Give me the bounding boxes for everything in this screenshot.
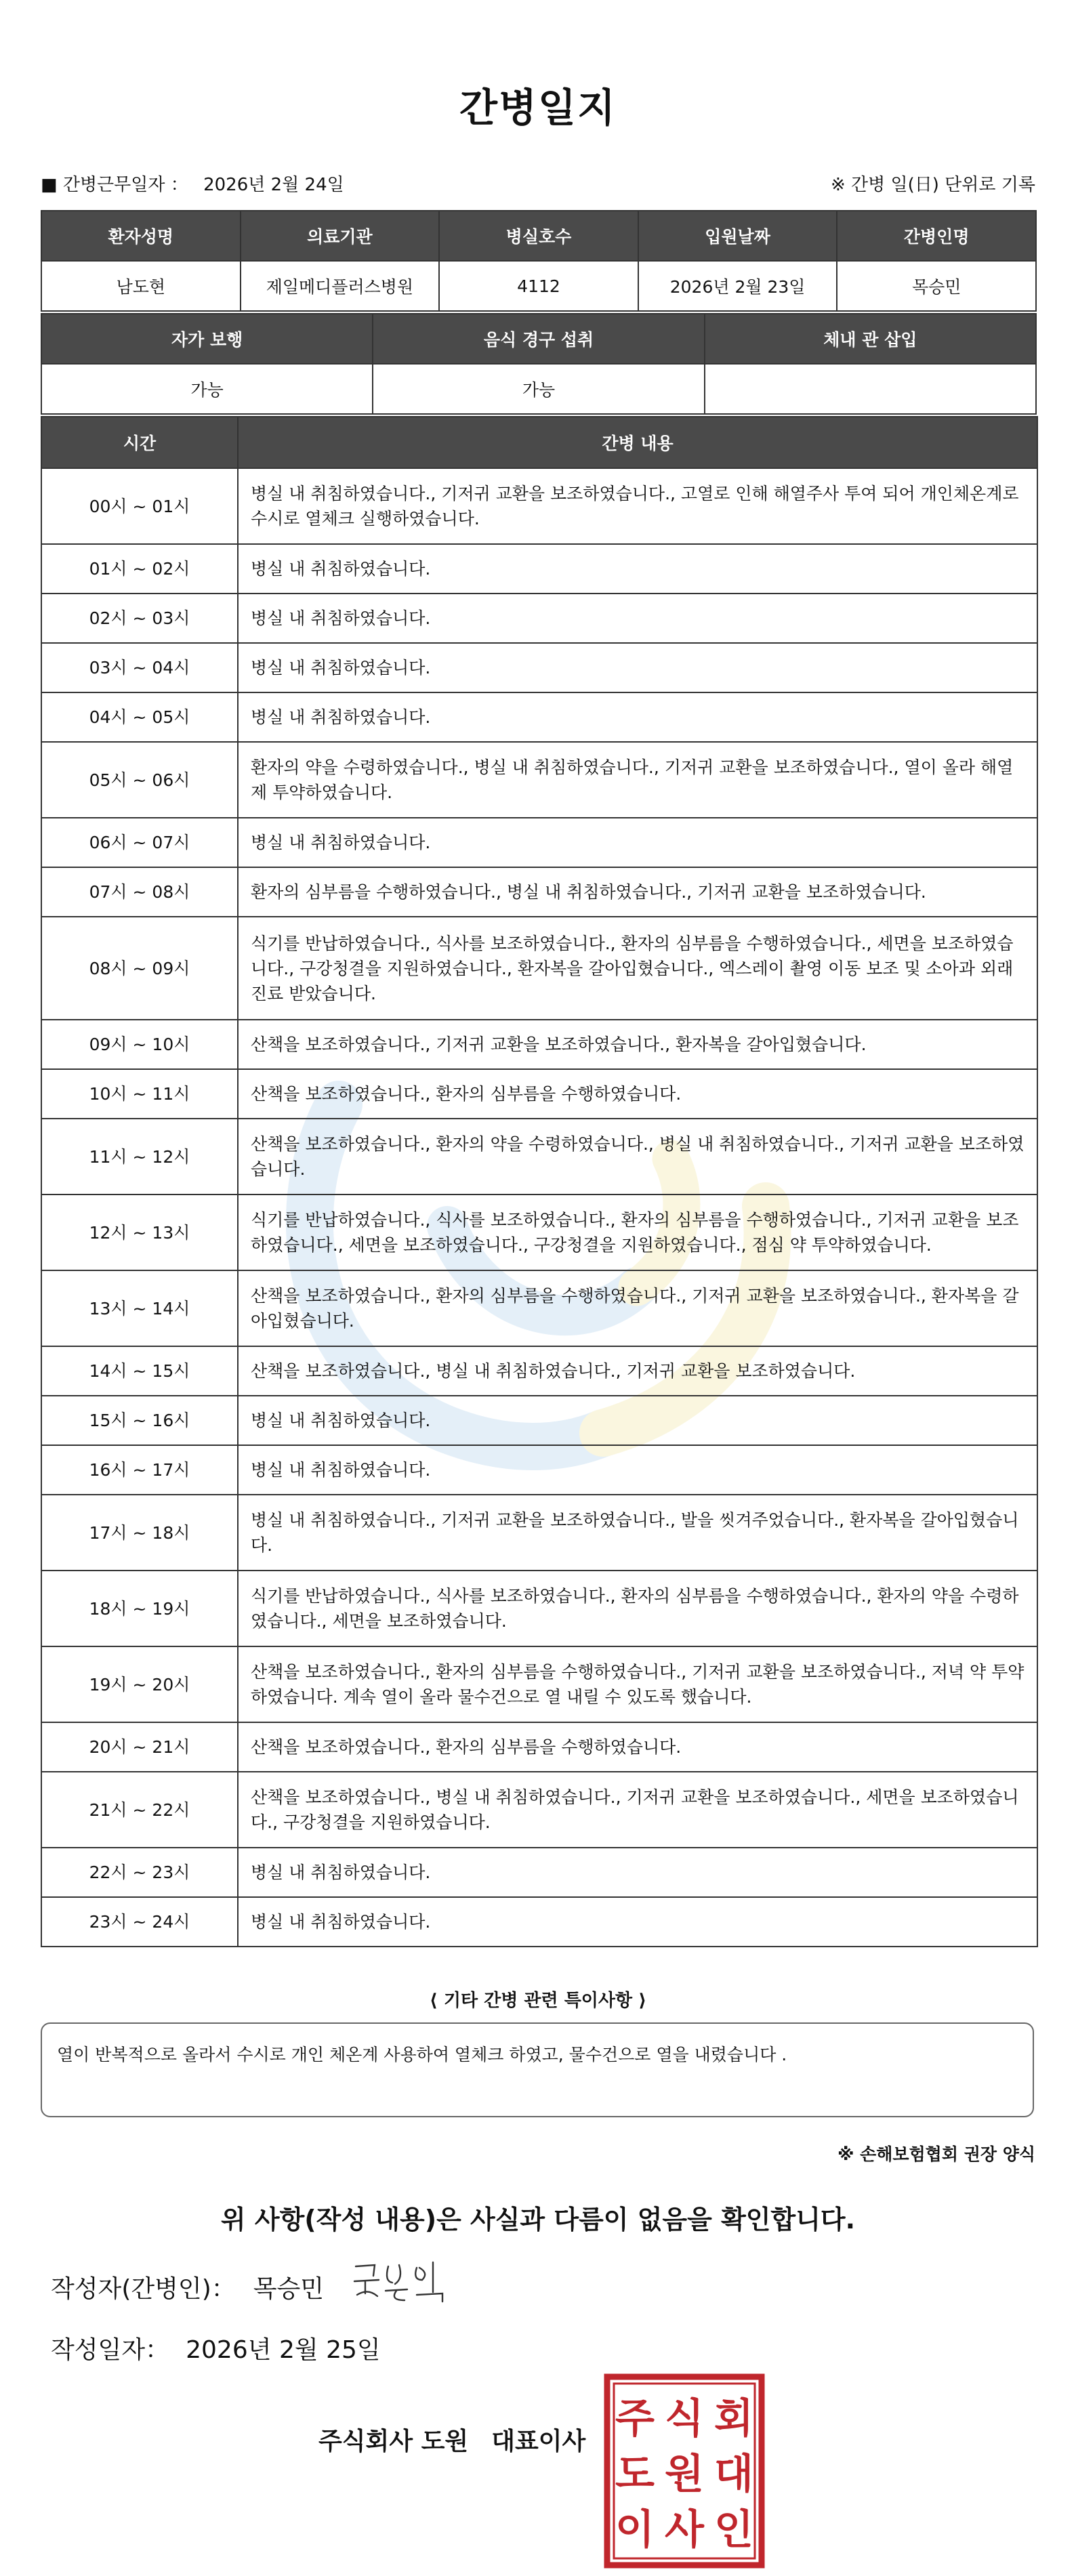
notes-box: 열이 반복적으로 올라서 수시로 개인 체온계 사용하여 열체크 하였고, 물수건으로 열을 내렸습니다 . — [41, 2022, 1034, 2117]
patient-info-header-row — [41, 211, 1036, 261]
content-cell: 병실 내 취침하였습니다., 기저귀 교환을 보조하였습니다., 발을 씻겨주었습니다., 환자복을 갈아입혔습니다. — [238, 1495, 1037, 1571]
time-cell: 10시 ~ 11시 — [41, 1069, 238, 1119]
svg-text:원: 원 — [665, 2451, 704, 2498]
svg-text:인: 인 — [714, 2506, 753, 2554]
written-date-value: 2026년 2월 25일 — [186, 2336, 381, 2364]
time-cell: 08시 ~ 09시 — [41, 917, 238, 1020]
writer-label: 작성자(간병인)： — [51, 2275, 236, 2303]
written-date-label: 작성일자： — [51, 2336, 170, 2364]
table-row — [41, 1848, 1037, 1897]
table-row — [41, 742, 1037, 818]
table-row — [41, 917, 1037, 1020]
table-row — [41, 1119, 1037, 1194]
header-caregiver-name: 간병인명 — [837, 211, 1036, 261]
notes-title: ⟨ 기타 간병 관련 특이사항 ⟩ — [429, 1991, 647, 2011]
time-cell: 02시 ~ 03시 — [41, 594, 238, 643]
header-tube-insertion: 체내 관 삽입 — [705, 314, 1036, 364]
company-rep-title: 대표이사 — [491, 2428, 586, 2455]
company-name: 주식회사 도원 — [318, 2428, 469, 2455]
svg-text:이: 이 — [615, 2506, 655, 2554]
work-date-label: ■ 간병근무일자 ： — [41, 175, 188, 195]
page-title: 간병일지 — [459, 85, 617, 131]
time-cell: 01시 ~ 02시 — [41, 544, 238, 594]
svg-text:도: 도 — [615, 2451, 655, 2498]
patient-info-value-row — [41, 261, 1036, 311]
time-cell: 13시 ~ 14시 — [41, 1270, 238, 1346]
header-patient-name: 환자성명 — [41, 211, 241, 261]
work-date-line — [41, 171, 344, 196]
table-row — [41, 643, 1037, 692]
caregiver-name: 목승민 — [837, 261, 1036, 311]
content-cell: 병실 내 취침하였습니다. — [238, 643, 1037, 692]
svg-text:식: 식 — [665, 2395, 704, 2443]
table-row — [41, 468, 1037, 544]
time-cell: 19시 ~ 20시 — [41, 1646, 238, 1722]
handwritten-signature — [349, 2253, 451, 2307]
svg-text:사: 사 — [665, 2506, 704, 2554]
form-source-note: ※ 손해보험협회 권장 양식 — [837, 2144, 1035, 2164]
time-cell: 17시 ~ 18시 — [41, 1495, 238, 1571]
content-cell: 산책을 보조하였습니다., 병실 내 취침하였습니다., 기저귀 교환을 보조하였습니다., 세면을 보조하였습니다., 구강청결을 지원하였습니다. — [238, 1772, 1037, 1848]
table-row — [41, 1346, 1037, 1396]
oral-intake-value: 가능 — [373, 364, 704, 414]
patient-status-table — [41, 313, 1037, 415]
svg-text:대: 대 — [714, 2451, 753, 2498]
time-cell: 12시 ~ 13시 — [41, 1194, 238, 1270]
time-cell: 22시 ~ 23시 — [41, 1848, 238, 1897]
header-oral-intake: 음식 경구 섭취 — [373, 314, 704, 364]
table-row — [41, 1020, 1037, 1069]
svg-text:주: 주 — [615, 2395, 655, 2443]
log-header-row — [41, 417, 1037, 468]
care-log-table — [41, 416, 1038, 1947]
time-cell: 11시 ~ 12시 — [41, 1119, 238, 1194]
tube-insertion-value — [705, 364, 1036, 414]
table-row — [41, 1495, 1037, 1571]
content-cell: 산책을 보조하였습니다., 환자의 심부름을 수행하였습니다., 기저귀 교환을 보조하였습니다., 환자복을 갈아입혔습니다. — [238, 1270, 1037, 1346]
content-cell: 병실 내 취침하였습니다. — [238, 818, 1037, 867]
room-number: 4112 — [439, 261, 638, 311]
table-row — [41, 1069, 1037, 1119]
table-row — [41, 1270, 1037, 1346]
time-cell: 23시 ~ 24시 — [41, 1897, 238, 1947]
time-cell: 03시 ~ 04시 — [41, 643, 238, 692]
table-row — [41, 818, 1037, 867]
time-cell: 04시 ~ 05시 — [41, 692, 238, 742]
header-admission-date: 입원날짜 — [638, 211, 837, 261]
table-row — [41, 1772, 1037, 1848]
table-row — [41, 1722, 1037, 1772]
content-cell: 환자의 심부름을 수행하였습니다., 병실 내 취침하였습니다., 기저귀 교환을 보조하였습니다. — [238, 867, 1037, 917]
svg-text:회: 회 — [714, 2395, 753, 2443]
patient-name: 남도현 — [41, 261, 241, 311]
time-cell: 14시 ~ 15시 — [41, 1346, 238, 1396]
content-cell: 산책을 보조하였습니다., 환자의 심부름을 수행하였습니다. — [238, 1069, 1037, 1119]
time-cell: 09시 ~ 10시 — [41, 1020, 238, 1069]
status-value-row — [41, 364, 1036, 414]
hospital-name: 제일메디플러스병원 — [241, 261, 440, 311]
company-line — [318, 2422, 585, 2457]
confirmation-statement: 위 사항(작성 내용)은 사실과 다름이 없음을 확인합니다. — [220, 2205, 856, 2235]
header-room-number: 병실호수 — [439, 211, 638, 261]
company-seal-stamp — [603, 2373, 766, 2569]
unit-note: ※ 간병 일(日) 단위로 기록 — [830, 175, 1035, 195]
patient-info-table — [41, 210, 1037, 312]
time-cell: 00시 ~ 01시 — [41, 468, 238, 544]
writer-line — [51, 2270, 324, 2304]
content-cell: 병실 내 취침하였습니다., 기저귀 교환을 보조하였습니다., 고열로 인해 해열주사 투여 되어 개인체온계로 수시로 열체크 실행하였습니다. — [238, 468, 1037, 544]
admission-date: 2026년 2월 23일 — [638, 261, 837, 311]
content-cell: 병실 내 취침하였습니다. — [238, 1897, 1037, 1947]
work-date-value: 2026년 2월 24일 — [203, 175, 344, 195]
table-row — [41, 1445, 1037, 1495]
table-row — [41, 1897, 1037, 1947]
content-cell: 산책을 보조하였습니다., 병실 내 취침하였습니다., 기저귀 교환을 보조하였습니다. — [238, 1346, 1037, 1396]
content-cell: 식기를 반납하였습니다., 식사를 보조하였습니다., 환자의 심부름을 수행하였습니다., 기저귀 교환을 보조하였습니다., 세면을 보조하였습니다., 구강청결을 지원하였습니다., 점심 약 투약하였습니다. — [238, 1194, 1037, 1270]
header-care-content: 간병 내용 — [238, 417, 1037, 468]
content-cell: 환자의 약을 수령하였습니다., 병실 내 취침하였습니다., 기저귀 교환을 보조하였습니다., 열이 올라 해열제 투약하였습니다. — [238, 742, 1037, 818]
writer-name: 목승민 — [253, 2275, 325, 2303]
content-cell: 병실 내 취침하였습니다. — [238, 1848, 1037, 1897]
status-header-row — [41, 314, 1036, 364]
table-row — [41, 594, 1037, 643]
table-row — [41, 544, 1037, 594]
header-self-walking: 자가 보행 — [41, 314, 373, 364]
time-cell: 07시 ~ 08시 — [41, 867, 238, 917]
content-cell: 산책을 보조하였습니다., 기저귀 교환을 보조하였습니다., 환자복을 갈아입혔습니다. — [238, 1020, 1037, 1069]
self-walking-value: 가능 — [41, 364, 373, 414]
header-hospital: 의료기관 — [241, 211, 440, 261]
time-cell: 21시 ~ 22시 — [41, 1772, 238, 1848]
time-cell: 15시 ~ 16시 — [41, 1396, 238, 1445]
content-cell: 식기를 반납하였습니다., 식사를 보조하였습니다., 환자의 심부름을 수행하였습니다., 환자의 약을 수령하였습니다., 세면을 보조하였습니다. — [238, 1571, 1037, 1646]
content-cell: 병실 내 취침하였습니다. — [238, 692, 1037, 742]
time-cell: 20시 ~ 21시 — [41, 1722, 238, 1772]
content-cell: 산책을 보조하였습니다., 환자의 심부름을 수행하였습니다. — [238, 1722, 1037, 1772]
content-cell: 병실 내 취침하였습니다. — [238, 544, 1037, 594]
header-time: 시간 — [41, 417, 238, 468]
content-cell: 산책을 보조하였습니다., 환자의 심부름을 수행하였습니다., 기저귀 교환을 보조하였습니다., 저녁 약 투약하였습니다. 계속 열이 올라 물수건으로 열 내릴 수 있도록 했습니다. — [238, 1646, 1037, 1722]
table-row — [41, 692, 1037, 742]
written-date-line — [51, 2331, 381, 2365]
content-cell: 식기를 반납하였습니다., 식사를 보조하였습니다., 환자의 심부름을 수행하였습니다., 세면을 보조하였습니다., 구강청결을 지원하였습니다., 환자복을 갈아입혔습니다., 엑스레이 촬영 이동 보조 및 소아과 외래진료 받았습니다. — [238, 917, 1037, 1020]
time-cell: 16시 ~ 17시 — [41, 1445, 238, 1495]
time-cell: 06시 ~ 07시 — [41, 818, 238, 867]
table-row — [41, 1396, 1037, 1445]
table-row — [41, 1194, 1037, 1270]
content-cell: 병실 내 취침하였습니다. — [238, 1396, 1037, 1445]
table-row — [41, 1571, 1037, 1646]
time-cell: 18시 ~ 19시 — [41, 1571, 238, 1646]
time-cell: 05시 ~ 06시 — [41, 742, 238, 818]
content-cell: 병실 내 취침하였습니다. — [238, 1445, 1037, 1495]
content-cell: 산책을 보조하였습니다., 환자의 약을 수령하였습니다., 병실 내 취침하였습니다., 기저귀 교환을 보조하였습니다. — [238, 1119, 1037, 1194]
table-row — [41, 1646, 1037, 1722]
table-row — [41, 867, 1037, 917]
content-cell: 병실 내 취침하였습니다. — [238, 594, 1037, 643]
